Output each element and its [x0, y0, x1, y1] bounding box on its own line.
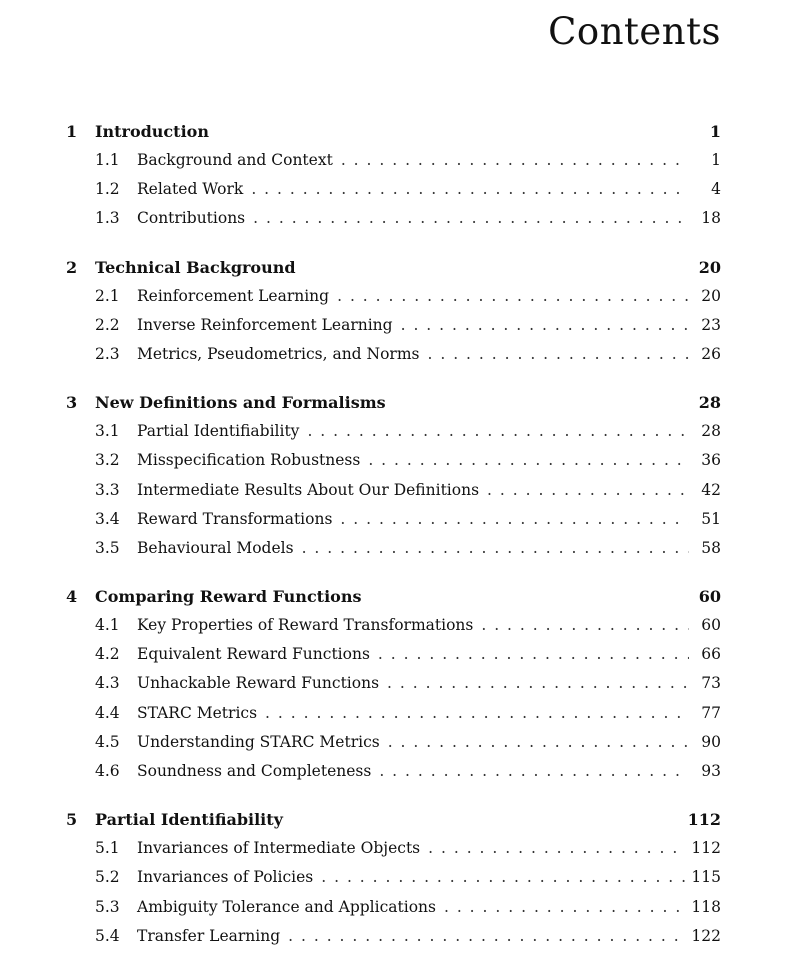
chapter-title: New Definitions and Formalisms	[95, 393, 386, 413]
section-page: 112	[691, 839, 721, 858]
section-page: 60	[701, 616, 721, 635]
section-number: 3.5	[95, 538, 120, 557]
section-number: 4.2	[95, 645, 120, 664]
section-page: 23	[701, 315, 721, 334]
section-page: 93	[701, 762, 721, 780]
chapter-block	[66, 810, 721, 956]
section-entry[interactable]	[66, 151, 721, 180]
chapter-entry[interactable]	[66, 258, 721, 287]
section-title: Misspecification Robustness	[137, 451, 361, 470]
dot-leader	[487, 481, 689, 499]
section-title: Partial Identifiability	[137, 422, 300, 441]
section-title: Metrics, Pseudometrics, and Norms	[137, 344, 420, 363]
chapter-entry[interactable]	[66, 122, 721, 151]
section-number: 5.2	[95, 868, 120, 887]
dot-leader	[302, 539, 689, 557]
section-title: Intermediate Results About Our Definitions	[137, 480, 480, 499]
section-title: Behavioural Models	[137, 538, 294, 557]
section-page: 115	[691, 868, 721, 887]
section-number: 4.4	[95, 703, 120, 722]
dot-leader	[341, 151, 689, 169]
section-page: 58	[701, 538, 721, 557]
section-title: Ambiguity Tolerance and Applications	[137, 897, 436, 916]
section-number: 4.1	[95, 616, 120, 635]
dot-leader	[307, 422, 689, 440]
section-number: 5.1	[95, 839, 120, 858]
section-title: Equivalent Reward Functions	[137, 645, 370, 664]
section-page: 118	[691, 897, 721, 916]
section-title: Related Work	[137, 180, 244, 199]
section-number: 5.3	[95, 897, 120, 916]
section-page: 73	[701, 674, 721, 693]
dot-leader	[481, 616, 689, 634]
section-page: 66	[701, 645, 721, 664]
chapter-number: 4	[66, 587, 78, 607]
dot-leader	[428, 839, 685, 857]
section-number: 5.4	[95, 926, 120, 945]
section-title: Contributions	[137, 209, 246, 228]
section-entry[interactable]	[66, 839, 721, 868]
chapter-title: Comparing Reward Functions	[95, 587, 362, 607]
section-entry[interactable]	[66, 616, 721, 645]
section-entry[interactable]	[66, 209, 721, 238]
dot-leader	[253, 209, 689, 227]
section-entry[interactable]	[66, 762, 721, 791]
table-of-contents	[66, 122, 721, 975]
section-title: Invariances of Intermediate Objects	[137, 839, 421, 858]
page-title: Contents	[548, 10, 721, 53]
section-entry[interactable]	[66, 481, 721, 510]
section-title: Transfer Learning	[137, 926, 281, 945]
section-number: 2.1	[95, 286, 120, 305]
chapter-entry[interactable]	[66, 393, 721, 422]
section-page: 28	[701, 422, 721, 441]
dot-leader	[321, 868, 685, 886]
chapter-title: Introduction	[95, 122, 209, 141]
dot-leader	[265, 704, 689, 722]
chapter-block	[66, 122, 721, 239]
chapter-title: Partial Identifiability	[95, 810, 283, 830]
dot-leader	[337, 287, 689, 305]
section-entry[interactable]	[66, 539, 721, 568]
section-number: 3.1	[95, 422, 120, 441]
section-entry[interactable]	[66, 898, 721, 927]
dot-leader	[379, 762, 689, 780]
dot-leader	[378, 645, 689, 663]
section-entry[interactable]	[66, 287, 721, 316]
section-number: 3.2	[95, 451, 120, 470]
section-number: 2.3	[95, 344, 120, 363]
section-number: 4.6	[95, 762, 120, 780]
section-title: Reinforcement Learning	[137, 286, 330, 305]
section-title: Inverse Reinforcement Learning	[137, 315, 393, 334]
chapter-number: 5	[66, 810, 78, 830]
dot-leader	[387, 674, 689, 692]
section-number: 3.4	[95, 509, 120, 528]
dot-leader	[288, 927, 685, 945]
section-page: 18	[701, 209, 721, 228]
dot-leader	[340, 510, 689, 528]
section-title: Reward Transformations	[137, 509, 333, 528]
section-title: Soundness and Completeness	[137, 762, 372, 780]
section-entry[interactable]	[66, 422, 721, 451]
section-entry[interactable]	[66, 927, 721, 956]
section-entry[interactable]	[66, 868, 721, 897]
chapter-page: 60	[698, 587, 721, 607]
section-page: 36	[701, 451, 721, 470]
chapter-number: 3	[66, 393, 78, 413]
section-title: Understanding STARC Metrics	[137, 732, 380, 751]
section-title: Unhackable Reward Functions	[137, 674, 380, 693]
section-number: 1.3	[95, 209, 120, 228]
section-entry[interactable]	[66, 704, 721, 733]
section-page: 42	[701, 480, 721, 499]
section-title: STARC Metrics	[137, 703, 258, 722]
section-number: 2.2	[95, 315, 120, 334]
chapter-block	[66, 258, 721, 375]
chapter-block	[66, 587, 721, 791]
section-number: 4.3	[95, 674, 120, 693]
section-entry[interactable]	[66, 510, 721, 539]
chapter-block	[66, 393, 721, 568]
section-number: 1.2	[95, 180, 120, 199]
dot-leader	[368, 451, 689, 469]
section-page: 20	[701, 286, 721, 305]
chapter-entry[interactable]	[66, 810, 721, 839]
chapter-entry[interactable]	[66, 587, 721, 616]
dot-leader	[251, 180, 689, 198]
chapter-title: Technical Background	[95, 257, 296, 277]
section-page: 90	[701, 732, 721, 751]
section-entry[interactable]	[66, 451, 721, 480]
chapter-number: 2	[66, 257, 78, 277]
section-page: 4	[711, 180, 721, 199]
dot-leader	[428, 345, 690, 363]
dot-leader	[388, 733, 689, 751]
section-title: Invariances of Policies	[137, 868, 314, 887]
section-entry[interactable]	[66, 345, 721, 374]
section-title: Background and Context	[137, 151, 333, 169]
section-page: 26	[701, 344, 721, 363]
section-page: 122	[691, 926, 721, 945]
section-title: Key Properties of Reward Transformations	[137, 616, 474, 635]
chapter-number: 1	[66, 122, 78, 141]
section-page: 77	[701, 703, 721, 722]
section-entry[interactable]	[66, 316, 721, 345]
section-entry[interactable]	[66, 674, 721, 703]
chapter-page: 28	[698, 393, 721, 413]
dot-leader	[444, 898, 685, 916]
section-entry[interactable]	[66, 733, 721, 762]
chapter-page: 1	[709, 122, 721, 141]
chapter-page: 20	[698, 257, 721, 277]
section-number: 1.1	[95, 151, 120, 169]
section-number: 4.5	[95, 732, 120, 751]
section-page: 1	[711, 151, 721, 169]
section-entry[interactable]	[66, 180, 721, 209]
section-page: 51	[701, 509, 721, 528]
section-number: 3.3	[95, 480, 120, 499]
chapter-page: 112	[687, 810, 721, 830]
section-entry[interactable]	[66, 645, 721, 674]
dot-leader	[401, 316, 689, 334]
